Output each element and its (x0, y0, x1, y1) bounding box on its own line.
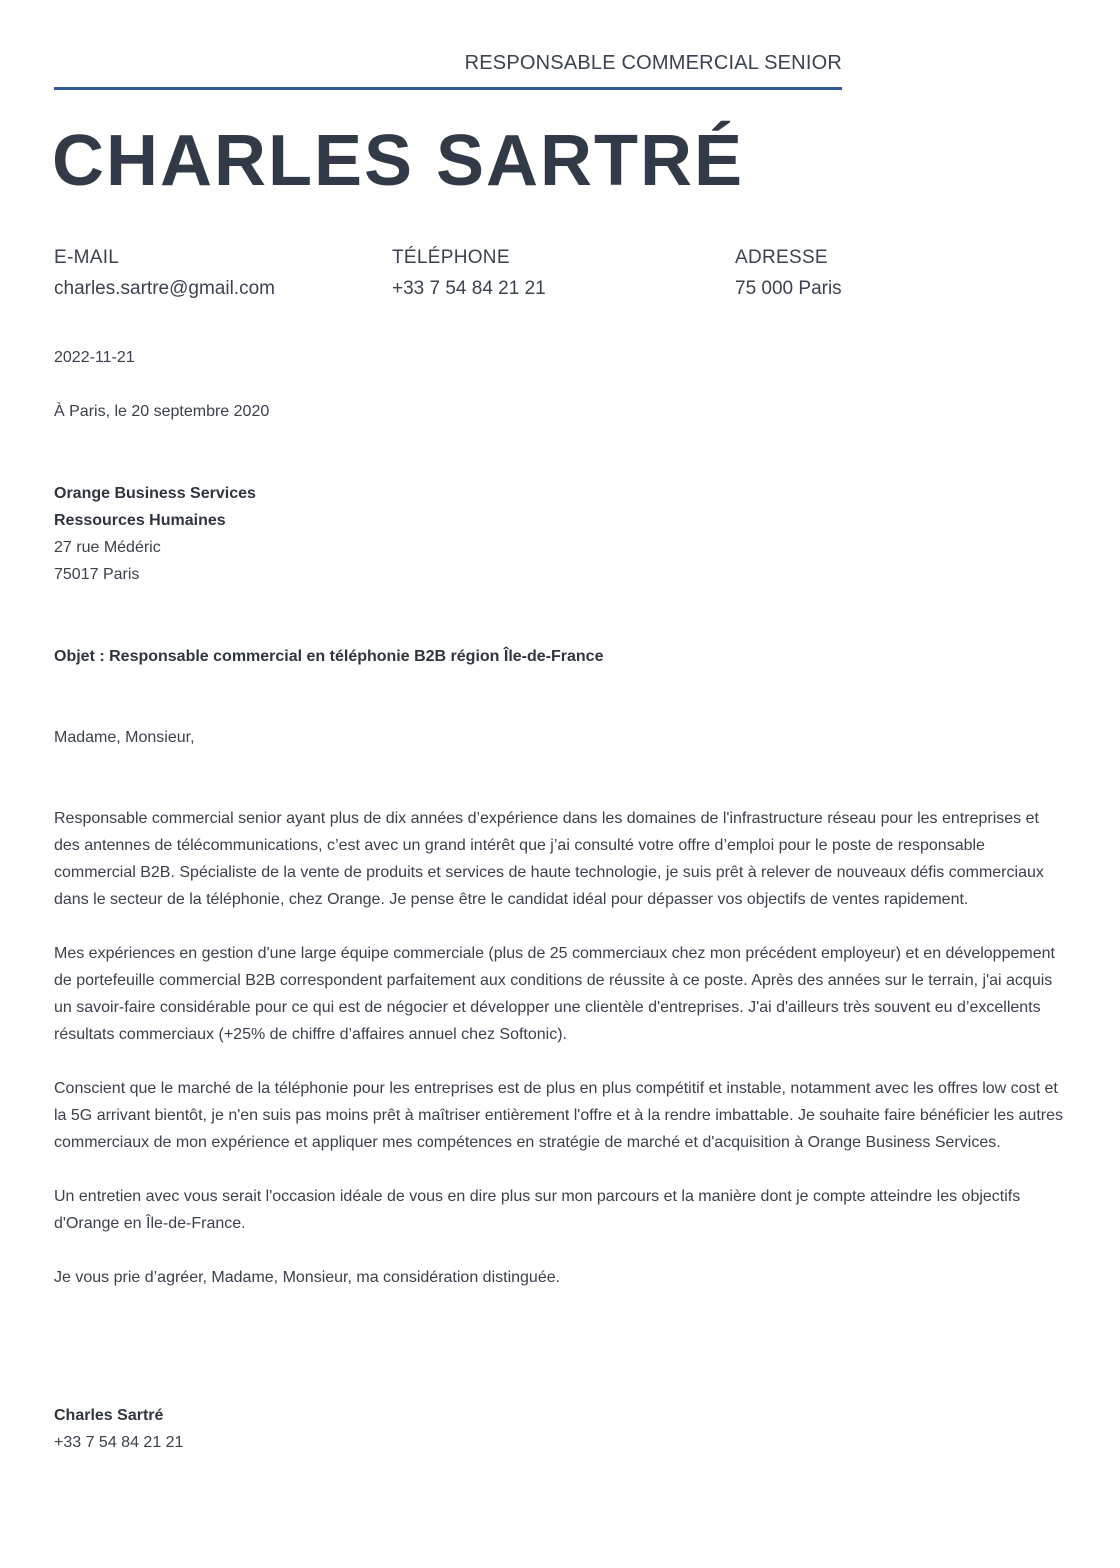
recipient-street: 27 rue Médéric (54, 539, 161, 556)
address-value: 75 000 Paris (735, 278, 842, 299)
email-label: E-MAIL (54, 247, 120, 268)
letter-subject: Objet : Responsable commercial en téléphonie B2B région Île-de-France (54, 648, 604, 665)
body-paragraph: Responsable commercial senior ayant plus de dix années d’expérience dans les domaines de l'infrastructure réseau pour les entreprises et des antennes de télécommunications, c’est avec un grand intérêt que j’ai consulté votre offre d’emploi pour le poste de responsable commercial B2B. Spécialiste de la vente de produits et services de haute technologie, je suis prêt à relever de nouveaux défis commerciaux dans le secteur de la téléphonie, chez Orange. Je pense être le candidat idéal pour dépasser vos objectifs de ventes rapidement. (54, 810, 1044, 908)
closing-paragraph: Je vous prie d’agréer, Madame, Monsieur, ma considération distinguée. (54, 1269, 561, 1286)
candidate-name: CHARLES SARTRÉ (52, 121, 745, 201)
address-label: ADRESSE (735, 247, 828, 268)
recipient-block (54, 480, 256, 588)
recipient-company: Orange Business Services (54, 485, 256, 502)
letter-date: 2022-11-21 (54, 349, 135, 366)
salutation: Madame, Monsieur, (54, 729, 195, 746)
contact-address-block (735, 245, 842, 302)
body-paragraph: Mes expériences en gestion d'une large équipe commerciale (plus de 25 commerciaux chez mon précédent employeur) et en développement de portefeuille commercial B2B correspondent parfaitement aux conditions de réussite à ce poste. Après des années sur le terrain, j'ai acquis un savoir-faire considérable pour ce qui est de négocier et développer une clientèle d'entreprises. J'ai d'ailleurs très souvent eu d’excellents résultats commerciaux (+25% de chiffre d’affaires annuel chez Softonic). (54, 945, 1055, 1043)
recipient-city: 75017 Paris (54, 566, 140, 583)
header-divider (54, 87, 842, 90)
phone-value: +33 7 54 84 21 21 (392, 278, 546, 299)
body-paragraph: Un entretien avec vous serait l'occasion idéale de vous en dire plus sur mon parcours et la manière dont je compte atteindre les objectifs d'Orange en Île-de-France. (54, 1188, 1021, 1232)
body-paragraph: Conscient que le marché de la téléphonie pour les entreprises est de plus en plus compétitif et instable, notamment avec les offres low cost et la 5G arrivant bientôt, je n'en suis pas moins prêt à maîtriser entièrement l'offre et à la rendre imbattable. Je souhaite faire bénéficier les autres commerciaux de mon expérience et appliquer mes compétences en stratégie de marché et d'acquisition à Orange Business Services. (54, 1080, 1063, 1151)
place-and-date: À Paris, le 20 septembre 2020 (54, 403, 270, 420)
phone-label: TÉLÉPHONE (392, 247, 510, 268)
signature-name: Charles Sartré (54, 1407, 164, 1424)
contact-email-block (54, 245, 275, 302)
signature-phone: +33 7 54 84 21 21 (54, 1434, 184, 1451)
signature-block (54, 1402, 183, 1456)
letter-body (54, 805, 1064, 1318)
job-title: RESPONSABLE COMMERCIAL SENIOR (464, 52, 842, 74)
contact-phone-block (392, 245, 546, 302)
recipient-department: Ressources Humaines (54, 512, 226, 529)
email-value: charles.sartre@gmail.com (54, 278, 275, 299)
